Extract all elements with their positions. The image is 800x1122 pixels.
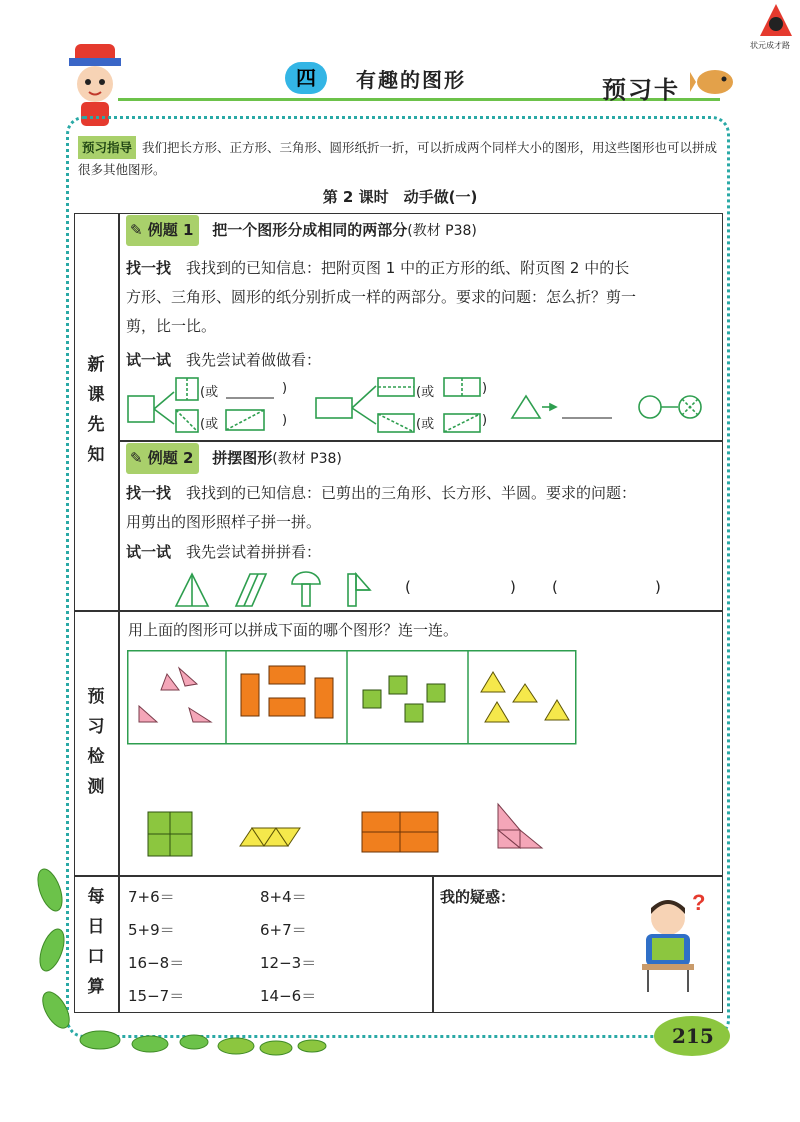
orange-rect-piece — [241, 674, 259, 716]
section3-label: 每 日 口 算 — [87, 887, 105, 997]
publisher-logo — [758, 2, 794, 42]
doubt-label: 我的疑惑： — [440, 888, 516, 906]
fish-illustration — [690, 56, 740, 106]
guide-label: 预习指导 — [78, 136, 136, 159]
page-number: 215 — [672, 1024, 714, 1048]
pink-big-triangle — [498, 804, 542, 848]
pink-triangle-piece — [179, 668, 197, 686]
lesson-title: 第 2 课时 动手做(一) — [322, 188, 478, 206]
example1-title: 把一个图形分成相同的两部分 — [212, 221, 408, 239]
pink-triangle-piece — [139, 706, 157, 722]
section2-question: 用上面的图形可以拼成下面的哪个图形？连一连。 — [128, 621, 459, 639]
example2-header — [126, 443, 342, 474]
reading-boy-illustration — [630, 888, 716, 996]
answer-paren-2-close: ) — [655, 578, 661, 596]
example1-try: 试一试 我先尝试着做做看： — [126, 351, 322, 369]
section1-label: 新 课 先 知 — [87, 355, 105, 465]
rectangle-shape — [316, 398, 352, 418]
green-square-piece — [427, 684, 445, 702]
yellow-triangle-piece — [513, 684, 537, 702]
example2-find: 找一找 我找到的已知信息：已剪出的三角形、长方形、半圆。要求的问题： — [126, 484, 637, 502]
calc-item: 7+6＝ — [128, 888, 175, 906]
calc-item: 14−6＝ — [260, 987, 317, 1005]
close-paren-4: ) — [482, 413, 488, 428]
or-paren-2: (或 — [200, 417, 219, 432]
pieces-grid — [127, 650, 577, 746]
orange-rect-piece — [315, 678, 333, 718]
preview-guide — [78, 136, 723, 180]
unit-title: 有趣的图形 — [356, 68, 466, 92]
leaf-decoration — [30, 860, 210, 1060]
divider-example2 — [118, 440, 723, 442]
example2-try: 试一试 我先尝试着拼拼看： — [126, 543, 322, 561]
circle-shape — [639, 396, 661, 418]
guide-text: 我们把长方形、正方形、三角形、圆形纸折一折，可以折成两个同样大小的图形，用这些图形也可以拼成很多其他图形。 — [78, 140, 718, 177]
or-paren-3: (或 — [416, 385, 435, 400]
example1-badge: ✎ 例题 1 — [126, 215, 199, 246]
mushroom-assembly — [292, 572, 320, 584]
calc-item: 12−3＝ — [260, 954, 317, 972]
orange-big-rectangle — [362, 812, 438, 852]
yellow-triangle-piece — [481, 672, 505, 692]
example1-find-line3: 剪，比一比。 — [126, 317, 217, 335]
close-paren-2: ) — [282, 413, 288, 428]
example1-find-line2: 方形、三角形、圆形的纸分别折成一样的两部分。要求的问题：怎么折？剪一 — [126, 288, 637, 306]
calc-item: 15−7＝ — [128, 987, 185, 1005]
publisher-name: 状元成才路 — [750, 41, 790, 50]
yellow-triangle-piece — [485, 702, 509, 722]
example1-find: 找一找 我找到的已知信息：把附页图 1 中的正方形的纸、附页图 2 中的长 — [126, 259, 630, 277]
divider-section2 — [74, 610, 723, 612]
question-mark-icon: ? — [692, 890, 706, 915]
example1-header — [126, 215, 477, 246]
yellow-parallelogram — [240, 828, 300, 846]
close-paren-1: ) — [282, 381, 288, 396]
pink-triangle-piece — [189, 708, 211, 722]
green-big-square — [148, 812, 192, 856]
example2-find-line2: 用剪出的图形照样子拼一拼。 — [126, 513, 322, 531]
calc-doubt-divider — [432, 875, 434, 1013]
example2-badge: ✎ 例题 2 — [126, 443, 199, 474]
calc-item: 6+7＝ — [260, 921, 307, 939]
example1-ref: (教材 P38) — [407, 223, 477, 239]
leaf-decoration-bottom — [216, 1032, 336, 1062]
answer-paren-2-open: ( — [552, 578, 558, 596]
calc-item: 8+4＝ — [260, 888, 307, 906]
card-title: 预习卡 — [602, 76, 680, 104]
calc-item: 16−8＝ — [128, 954, 185, 972]
flag-assembly — [348, 574, 356, 606]
yellow-triangle-piece — [545, 700, 569, 720]
green-square-piece — [389, 676, 407, 694]
square-shape — [128, 396, 154, 422]
target-figures — [140, 800, 560, 860]
or-paren-4: (或 — [416, 417, 435, 432]
close-paren-3: ) — [482, 381, 488, 396]
shape-assemblies — [170, 570, 380, 610]
green-square-piece — [363, 690, 381, 708]
triangle-shape — [512, 396, 540, 418]
orange-rect-piece — [269, 666, 305, 684]
or-paren-1: (或 — [200, 385, 219, 400]
pink-triangle-piece — [161, 674, 179, 690]
orange-rect-piece — [269, 698, 305, 716]
green-square-piece — [405, 704, 423, 722]
section2-label: 预 习 检 测 — [87, 687, 105, 797]
calc-item: 5+9＝ — [128, 921, 175, 939]
unit-number-badge: 四 — [285, 62, 327, 94]
example2-title: 拼摆图形 — [212, 449, 273, 467]
answer-paren-1-close: ) — [510, 578, 516, 596]
answer-paren-1-open: ( — [405, 578, 411, 596]
example2-ref: (教材 P38) — [272, 451, 342, 467]
